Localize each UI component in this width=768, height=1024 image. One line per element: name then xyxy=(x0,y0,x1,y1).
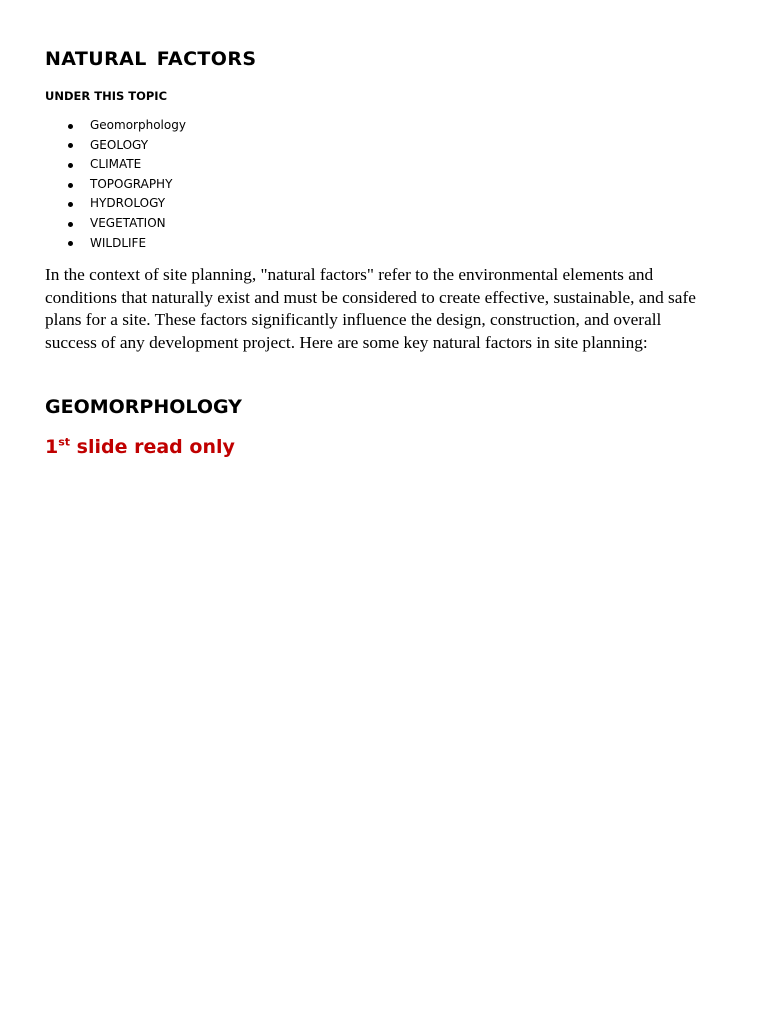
bullet-icon xyxy=(68,183,73,188)
list-item xyxy=(45,116,186,136)
bullet-icon xyxy=(68,163,73,168)
bullet-icon xyxy=(68,202,73,207)
list-item-label: TOPOGRAPHY xyxy=(90,176,173,191)
list-item xyxy=(45,155,186,175)
topic-list xyxy=(45,116,186,253)
note-number: 1 xyxy=(45,436,59,458)
list-item-label: WILDLIFE xyxy=(90,235,147,250)
list-item-label: GEOLOGY xyxy=(90,137,149,152)
list-item-label: CLIMATE xyxy=(90,157,142,172)
bullet-icon xyxy=(68,222,73,227)
list-item-label: Geomorphology xyxy=(90,118,186,132)
note-superscript: st xyxy=(58,435,71,449)
intro-paragraph: In the context of site planning, "natural factors" refer to the environmental elements and conditions that naturally exist and must be considered to create effective, sustainable, and safe plans for a site. These factors significantly influence the design, construction, and overall success of any development project. Here are some key natural factors in site planning: xyxy=(45,265,696,352)
note-text: slide read only xyxy=(70,436,235,458)
list-item xyxy=(45,175,186,195)
bullet-icon xyxy=(68,124,73,129)
bullet-icon xyxy=(68,143,73,148)
list-item xyxy=(45,136,186,156)
list-item xyxy=(45,214,186,234)
list-item xyxy=(45,194,186,214)
bullet-icon xyxy=(68,241,73,246)
slide-note xyxy=(45,436,235,458)
section-heading: GEOMORPHOLOGY xyxy=(45,396,242,418)
list-item xyxy=(45,234,186,254)
topic-subheading: UNDER THIS TOPIC xyxy=(45,89,168,103)
list-item-label: VEGETATION xyxy=(90,215,166,230)
list-item-label: HYDROLOGY xyxy=(90,196,166,211)
document-title: NATURAL FACTORS xyxy=(45,48,257,70)
